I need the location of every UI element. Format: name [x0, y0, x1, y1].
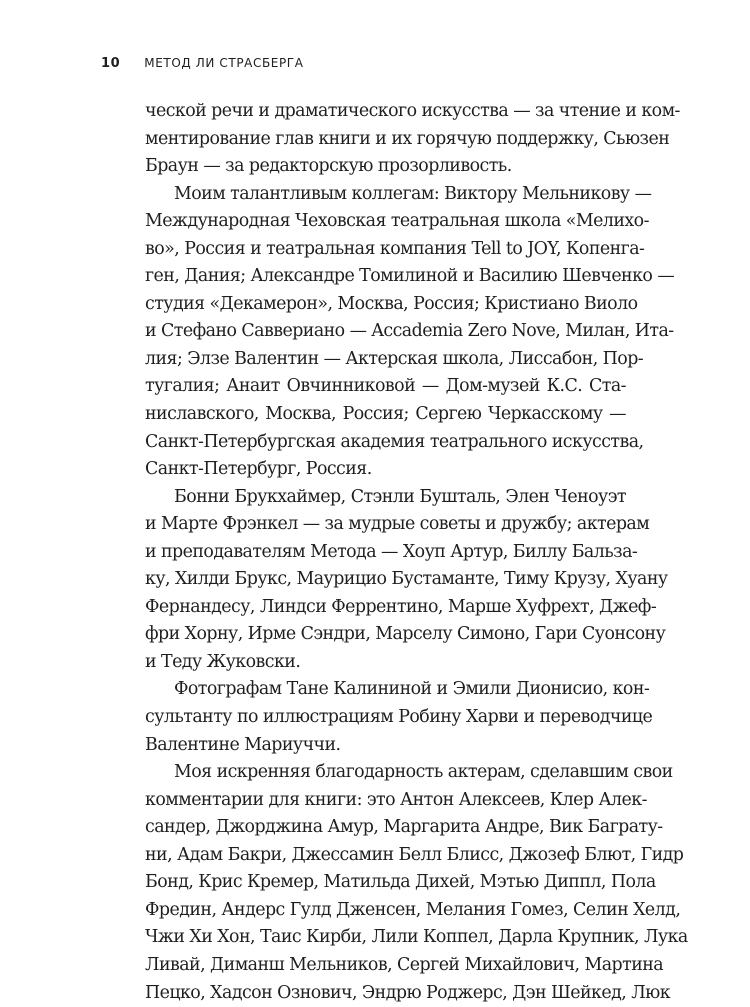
text-line: Валентине Мариуччи. [145, 732, 626, 760]
text-line: и Марте Фрэнкел — за мудрые советы и дружбу; актерам [145, 511, 626, 539]
text-line: Фернандесу, Линдси Феррентино, Марше Хуфрехт, Джеф- [145, 594, 626, 622]
text-line: Браун — за редакторскую прозорливость. [145, 153, 626, 181]
text-line: ген, Дания; Александре Томилиной и Василию Шевченко — [145, 263, 626, 291]
text-line: Фредин, Андерс Гулд Дженсен, Мелания Гомез, Селин Хелд, [145, 897, 626, 925]
text-line: и Стефано Саввериано — Accademia Zero Nove, Милан, Ита- [145, 318, 626, 346]
text-line: Моя искренняя благодарность актерам, сделавшим свои [145, 759, 626, 787]
text-line: Пецко, Хадсон Ознович, Эндрю Роджерс, Дэн Шейкед, Люк [145, 980, 626, 1007]
text-line: Санкт-Петербург, Россия. [145, 456, 626, 484]
text-line: Санкт-Петербургская академия театрального искусства, [145, 429, 626, 457]
text-line: ментирование глав книги и их горячую поддержку, Сьюзен [145, 126, 626, 154]
page-number: 10 [101, 56, 120, 71]
running-head [101, 55, 304, 71]
text-line: сультанту по иллюстрациям Робину Харви и переводчице [145, 704, 626, 732]
text-line: Бонд, Крис Кремер, Матильда Дихей, Мэтью Диппл, Пола [145, 869, 626, 897]
text-line: ни, Адам Бакри, Джессамин Белл Блисс, Джозеф Блют, Гидр [145, 842, 626, 870]
text-line: фри Хорну, Ирме Сэндри, Марселу Симоно, Гари Суонсону [145, 621, 626, 649]
text-line: во», Россия и театральная компания Tell to JOY, Копенга- [145, 236, 626, 264]
text-line: лия; Элзе Валентин — Актерская школа, Лиссабон, Пор- [145, 346, 626, 374]
text-line: Моим талантливым коллегам: Виктору Мельникову — [145, 181, 626, 209]
text-line: и преподавателям Метода — Хоуп Артур, Биллу Бальза- [145, 539, 626, 567]
text-line: Ливай, Диманш Мельников, Сергей Михайлович, Мартина [145, 952, 626, 980]
text-line: ниславского, Москва, Россия; Сергею Черкасскому — [145, 401, 626, 429]
text-line: сандер, Джорджина Амур, Маргарита Андре, Вик Баграту- [145, 814, 626, 842]
text-line: и Теду Жуковски. [145, 649, 626, 677]
text-line: Чжи Хи Хон, Таис Кирби, Лили Коппел, Дарла Крупник, Лука [145, 924, 626, 952]
text-line: студия «Декамерон», Москва, Россия; Кристиано Виоло [145, 291, 626, 319]
text-line: ку, Хилди Брукс, Маурицио Бустаманте, Тиму Крузу, Хуану [145, 566, 626, 594]
text-line: ческой речи и драматического искусства — за чтение и ком- [145, 98, 626, 126]
text-line: Бонни Брукхаймер, Стэнли Бушталь, Элен Ченоуэт [145, 484, 626, 512]
text-line: тугалия; Анаит Овчинниковой — Дом-музей К.С. Ста- [145, 373, 626, 401]
text-line: комментарии для книги: это Антон Алексеев, Клер Алек- [145, 787, 626, 815]
text-line: Международная Чеховская театральная школа «Мелихо- [145, 208, 626, 236]
running-title: МЕТОД ЛИ СТРАСБЕРГА [144, 56, 303, 70]
body-text [145, 98, 626, 1007]
text-line: Фотографам Тане Калининой и Эмили Дионисио, кон- [145, 676, 626, 704]
